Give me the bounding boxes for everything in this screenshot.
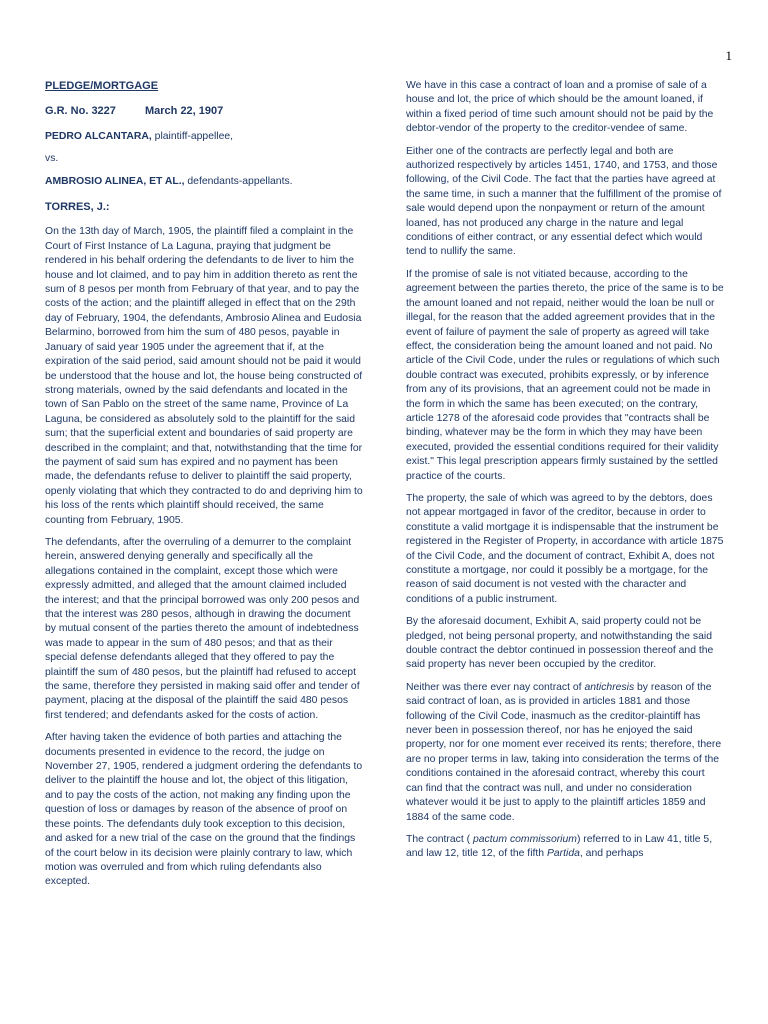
paragraph: If the promise of sale is not vitiated because, according to the agreement between the parties thereto, the price of the same is to be the amount loaned and not repaid, neither would the loan be null or illegal, for the reason that the added agreement provides that in the event of failure of payment the sale of property as agreed will take effect, the consideration being the amount loaned and not paid. No article of the Civil Code, under the rules or regulations of which such double contract was executed, prohibits expressly, or by inference from any of its provisions, that an agreement could not be made in the form in which the same has been executed; on the contrary, article 1278 of the aforesaid code provides that "contracts shall be binding, whatever may be the form in which they may have been executed, provided the essential conditions required for their validity exist." This legal prescription appears firmly sustained by the settled practice of the courts. [406, 268, 724, 482]
paragraph: We have in this case a contract of loan and a promise of sale of a house and lot, the price of which should be the amount loaned, if within a fixed period of time such amount should not be paid by the debtor-vendor of the property to the creditor-vendee of same. [406, 80, 714, 135]
italic-term: Partida [546, 848, 580, 860]
italic-term: antichresis [584, 681, 635, 693]
defendant-line [45, 175, 363, 189]
text-run: , and perhaps [579, 848, 644, 860]
versus-label: vs. [45, 153, 59, 165]
defendant-role: defendants-appellants. [184, 175, 293, 187]
case-number-line [45, 104, 363, 118]
plaintiff-role: plaintiff-appellee, [151, 130, 234, 142]
defendant-name: AMBROSIO ALINEA, ET AL., [45, 175, 185, 187]
paragraph-antichresis [406, 681, 724, 825]
paragraph: The defendants, after the overruling of a demurrer to the complaint herein, answered denying generally and specifically all the allegations contained in the complaint, except those which were expressly admitted, and alleged that the amount claimed included the interest; and that the principal borrowed was only 200 pesos and that the interest was 280 pesos, although in drawing the document by mutual consent of the parties thereto the amount of indebtedness was made to appear in the sum of 480 pesos; and that as their special defense defendants alleged that they offered to pay the plaintiff the sum of 480 pesos, but the plaintiff had refused to accept the same, therefore they persisted in making said offer and tender of payment, placing at the disposal of the plaintiff the said 480 pesos first tendered; and defendants asked for the costs of action. [45, 536, 360, 721]
paragraph: On the 13th day of March, 1905, the plaintiff filed a complaint in the Court of First Instance of La Laguna, praying that judgment be rendered in his behalf ordering the defendants to de liver to him the house and lot claimed, and to pay him in addition thereto as rent the sum of 8 pesos per month from February of that year, and to pay the costs of the action; and the plaintiff alleged in effect that on the 29th day of February, 1904, the defendants, Ambrosio Alinea and Eudosia Belarmino, borrowed from him the sum of 480 pesos, payable in January of said year 1905 under the agreement that if, at the expiration of the said period, said amount should not be paid it would be understood that the house and lot, the house being constructed of strong materials, owned by the said defendants and located in the town of San Pablo on the street of the same name, Province of La Laguna, be considered as absolutely sold to the plaintiff for the said sum; that the superficial extent and boundaries of said property are described in the complaint; and that, notwithstanding that the time for the payment of said sum has expired and no payment has been made, the defendants refuse to deliver to plaintiff the said property, openly violating that which they contracted to do and depriving him to his loss of the rents which plaintiff should received, the same counting from February, 1905. [45, 226, 363, 526]
text-run: ) referred to in Law 41, title 5, and law 12, title 12, of the fifth [406, 833, 713, 860]
paragraph: Either one of the contracts are perfectly legal and both are authorized respectively by articles 1451, 1740, and 1753, and those following, of the Civil Code. The fact that the parties have agreed at the same time, in such a manner that the fulfillment of the promise of sale would depend upon the nonpayment or return of the amount loaned, has not produced any charge in the nature and legal conditions of either contract, or any essential defect which would tend to nullify the same. [406, 145, 722, 258]
paragraph: By the aforesaid document, Exhibit A, said property could not be pledged, not being personal property, and notwithstanding the said double contract the debtor continued in possession thereof and the said property has never been occupied by the creditor. [406, 616, 714, 671]
document-title: PLEDGE/MORTGAGE [45, 80, 159, 92]
text-run: Neither was there ever nay contract of [406, 681, 585, 693]
text-run: by reason of the said contract of loan, as is provided in articles 1881 and those following of the Civil Code, inasmuch as the creditor-plaintiff has never been in possession thereof, nor has he enjoyed the said property, nor for one moment ever received its rents; therefore, there are no proper terms in law, taking into consideration the terms of the conditions contained in the aforesaid contract, whereby this court can find that the contract was null, and under no consideration whatever would it be just to apply to the plaintiff articles 1859 and 1884 of the same code. [406, 681, 722, 823]
gr-number: G.R. No. 3227 [45, 105, 116, 118]
plaintiff-line [45, 130, 363, 144]
right-column [406, 79, 724, 870]
ponente: TORRES, J.: [45, 201, 110, 214]
left-column [45, 79, 363, 898]
plaintiff-name: PEDRO ALCANTARA, [45, 130, 152, 142]
text-run: The contract ( [406, 833, 473, 845]
decision-date: March 22, 1907 [144, 105, 224, 118]
paragraph-pactum [406, 833, 724, 862]
page-number: 1 [725, 48, 732, 63]
paragraph: The property, the sale of which was agreed to by the debtors, does not appear mortgaged in favor of the creditor, because in order to constitute a valid mortgage it is indispensable that the instrument be registered in the Register of Property, in accordance with article 1875 of the Civil Code, and the document of contract, Exhibit A, does not constitute a mortgage, nor could it possibly be a mortgage, for the reason of said document is not vested with the character and conditions of a public instrument. [406, 492, 724, 605]
paragraph: After having taken the evidence of both parties and attaching the documents presented in evidence to the record, the judge on November 27, 1905, rendered a judgment ordering the defendants to deliver to the plaintiff the house and lot, the object of this litigation, and to pay the costs of the action, not making any finding upon the question of loss or damages by reason of the absence of proof on these points. The defendants duly took exception to this decision, and asked for a new trial of the case on the ground that the findings of the court below in its decision were plainly contrary to law, which motion was overruled and from which ruling defendants also excepted. [45, 732, 363, 888]
italic-term: pactum commissorium [473, 833, 577, 845]
